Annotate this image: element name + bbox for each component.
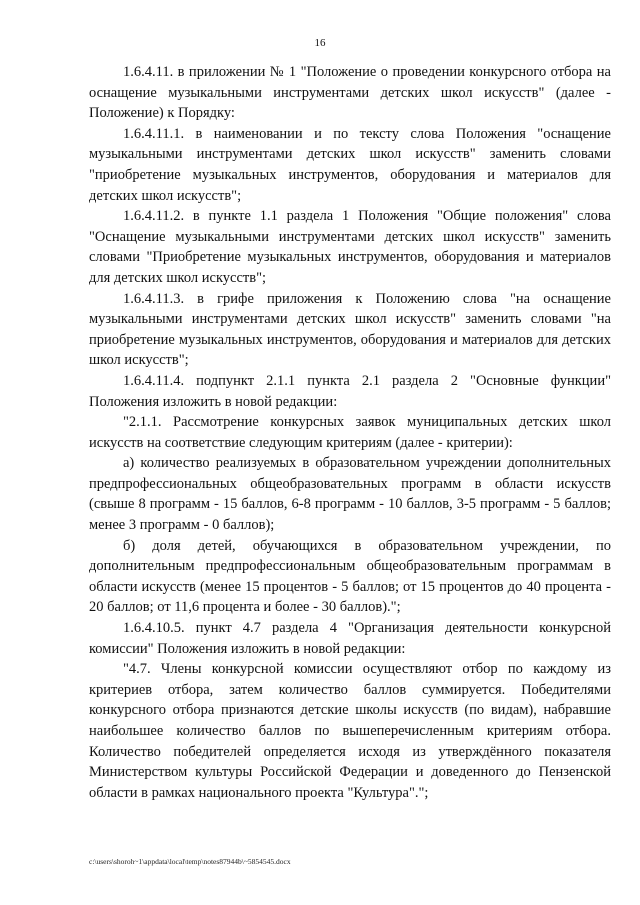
document-body [89, 62, 611, 803]
paragraph-1-6-4-11-4: 1.6.4.11.4. подпункт 2.1.1 пункта 2.1 раздела 2 "Основные функции" Положения изложить в новой редакции: [89, 372, 611, 410]
page-number: 16 [314, 37, 326, 49]
paragraph-1-6-4-11-1: 1.6.4.11.1. в наименовании и по тексту слова Положения "оснащение музыкальными инструментами детских школ искусств" заменить словами "приобретение музыкальных инструментов, оборудования и материалов для детских школ искусств"; [89, 125, 611, 204]
paragraph-1-6-4-11: 1.6.4.11. в приложении № 1 "Положение о проведении конкурсного отбора на оснащение музыкальными инструментами детских школ искусств" (далее - Положение) к Порядку: [89, 64, 611, 122]
paragraph-1-6-4-11-3: 1.6.4.11.3. в грифе приложения к Положению слова "на оснащение музыкальными инструментами детских школ искусств" заменить словами "на приобретение музыкальных инструментов, оборудования и материалов для детских школ искусств"; [89, 290, 611, 369]
paragraph-criterion-a: а) количество реализуемых в образовательном учреждении дополнительных предпрофессиональных общеобразовательных программ в области искусств (свыше 8 программ - 15 баллов, 6-8 программ - 10 баллов, 3-5 программ - 5 баллов; менее 3 программ - 0 баллов); [89, 455, 611, 534]
footer-file-path: c:\users\shoroh~1\appdata\local\temp\notes87944b\~5854545.docx [89, 857, 291, 866]
paragraph-2-1-1: "2.1.1. Рассмотрение конкурсных заявок муниципальных детских школ искусств на соответствие следующим критериям (далее - критерии): [89, 414, 611, 451]
paragraph-1-6-4-10-5: 1.6.4.10.5. пункт 4.7 раздела 4 "Организация деятельности конкурсной комиссии" Положения изложить в новой редакции: [89, 620, 611, 657]
paragraph-1-6-4-11-2: 1.6.4.11.2. в пункте 1.1 раздела 1 Положения "Общие положения" слова "Оснащение музыкальными инструментами детских школ искусств" заменить словами "Приобретение музыкальных инструментов, оборудования и материалов для детских школ искусств"; [89, 208, 611, 286]
paragraph-criterion-b: б) доля детей, обучающихся в образовательном учреждении, по дополнительным предпрофессиональным общеобразовательным программам в области искусств (менее 15 процентов - 5 баллов; от 15 процентов до 40 процента - 20 баллов; от 11,6 процента и более - 30 баллов)."; [89, 537, 611, 616]
paragraph-4-7: "4.7. Члены конкурсной комиссии осуществляют отбор по каждому из критериев отбора, затем количество баллов суммируется. Победителями конкурсного отбора признаются детские школы искусств (по видам), набравшие наибольшее количество баллов по вышеперечисленным критериям отбора. Количество победителей определяется исходя из утверждённого показателя Министерством культуры Российской Федерации и доведенного до Пензенской области в рамках национального проекта "Культура"."; [89, 661, 611, 801]
